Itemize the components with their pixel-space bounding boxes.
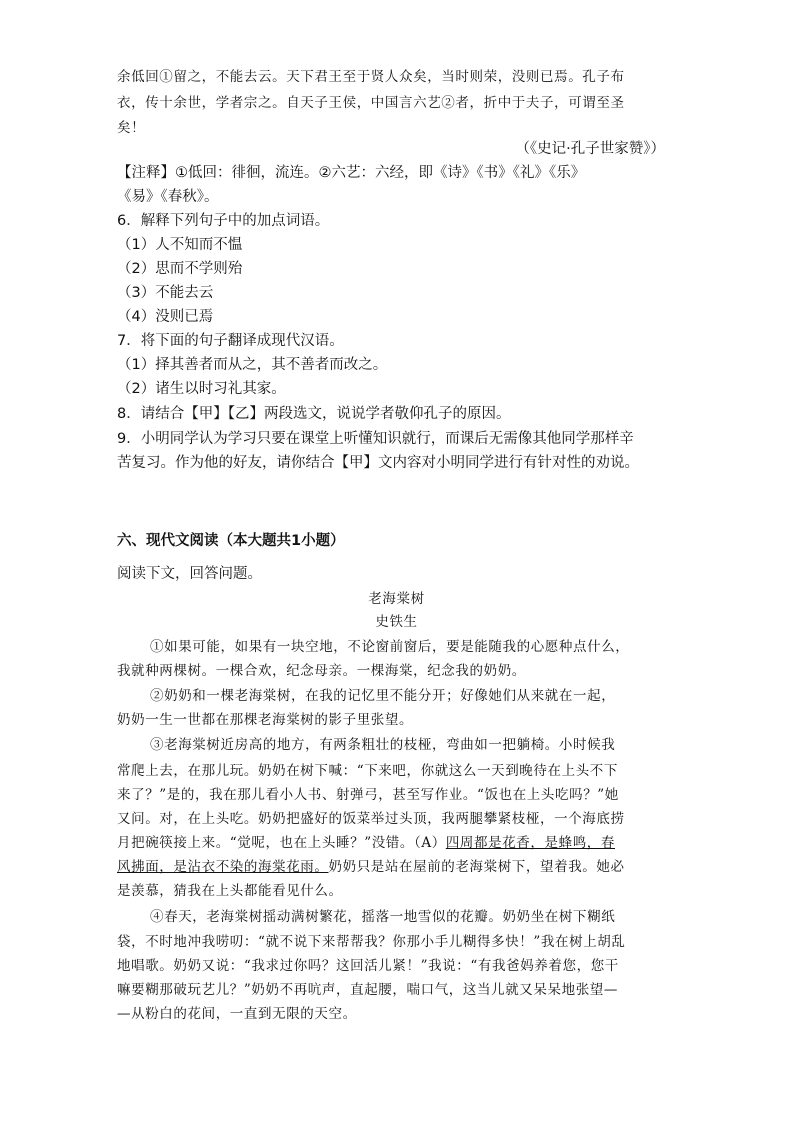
article-paragraph-line: 又问。对，在上头吃。奶奶把盛好的饭菜举过头顶，我两腿攀紧枝桠，一个海底捞 xyxy=(117,811,625,827)
article-paragraph-line: 地唱歌。奶奶又说：“我求过你吗？这回活儿紧！”我说：“有我爸妈养着您，您干 xyxy=(117,958,619,974)
paragraph-text: 奶奶只是站在屋前的老海棠树下，望着我。她必 xyxy=(328,859,625,875)
article-paragraph-line xyxy=(117,833,615,853)
question-9: 9．小明同学认为学习只要在课堂上听懂知识就行，而课后无需像其他同学那样辛 xyxy=(117,431,634,447)
question-6-item: （3）不能去云 xyxy=(117,285,214,301)
annotation-line: 【注释】①低回：徘徊，流连。②六艺：六经，即《诗》《书》《礼》《乐》 xyxy=(117,165,586,181)
article-paragraph-line: ①如果可能，如果有一块空地，不论窗前窗后，要是能随我的心愿种点什么， xyxy=(150,639,630,655)
article-paragraph-line xyxy=(117,857,625,877)
article-paragraph-line: ④春天，老海棠树摇动满树繁花，摇落一地雪似的花瓣。奶奶坐在树下糊纸 xyxy=(150,909,616,925)
section-heading: 六、现代文阅读（本大题共1小题） xyxy=(117,533,345,549)
article-paragraph-line: ③老海棠树近房高的地方，有两条粗壮的枝桠，弯曲如一把躺椅。小时候我 xyxy=(150,737,616,753)
question-8: 8．请结合【甲】【乙】两段选文，说说学者敬仰孔子的原因。 xyxy=(117,406,511,422)
reading-instruction: 阅读下文，回答问题。 xyxy=(117,566,262,582)
question-7-item: （1）择其善者而从之，其不善者而改之。 xyxy=(117,357,388,373)
question-7-item: （2）诸生以时习礼其家。 xyxy=(117,381,286,397)
article-paragraph-line: 袋，不时地冲我唠叨：“就不说下来帮帮我？你那小手儿糊得多快！”我在树上胡乱 xyxy=(117,934,626,950)
question-6-item: （1）人不知而不愠 xyxy=(117,237,243,253)
article-paragraph-line: 奶奶一生一世都在那棵老海棠树的影子里张望。 xyxy=(117,712,414,728)
paragraph-text: 月把碗筷接上来。“觉呢，也在上头睡？”没错。（A） xyxy=(117,835,446,851)
question-6-item: （4）没则已焉 xyxy=(117,309,214,325)
article-paragraph-line: 是羡慕，猜我在上头都能看见什么。 xyxy=(117,883,343,899)
classical-text-line: 衣，传十余世，学者宗之。自天子王侯，中国言六艺②者，折中于夫子，可谓至圣 xyxy=(117,95,625,111)
underlined-sentence-a: 四周都是花香，是蜂鸣，春 xyxy=(445,835,616,851)
question-6: 6．解释下列句子中的加点词语。 xyxy=(117,213,330,229)
underlined-sentence-a: 风拂面，是沾衣不染的海棠花雨。 xyxy=(117,859,329,875)
question-9: 苦复习。作为他的好友，请你结合【甲】文内容对小明同学进行有针对性的劝说。 xyxy=(117,455,639,471)
article-paragraph-line: 来了？”是的，我在那儿看小人书、射弹弓，甚至写作业。“饭也在上头吃吗？”她 xyxy=(117,787,619,803)
question-6-item: （2）思而不学则殆 xyxy=(117,261,243,277)
classical-text-line: 矣！ xyxy=(117,120,146,136)
classical-text-line: 余低回①留之，不能去云。天下君王至于贤人众矣，当时则荣，没则已焉。孔子布 xyxy=(117,69,625,85)
article-paragraph-line: ②奶奶和一棵老海棠树，在我的记忆里不能分开；好像她们从来就在一起， xyxy=(150,688,616,704)
article-author: 史铁生 xyxy=(375,614,418,630)
article-paragraph-line: 嘛要糊那破玩艺儿？”奶奶不再吭声，直起腰，喘口气，这当儿就又呆呆地张望— xyxy=(117,982,619,998)
article-paragraph-line: 我就种两棵树。一棵合欢，纪念母亲。一棵海棠，纪念我的奶奶。 xyxy=(117,663,526,679)
article-title: 老海棠树 xyxy=(368,591,425,607)
question-7: 7．将下面的句子翻译成现代汉语。 xyxy=(117,333,344,349)
annotation-line: 《易》《春秋》。 xyxy=(117,189,219,205)
article-paragraph-line: —从粉白的花间，一直到无限的天空。 xyxy=(117,1006,357,1022)
article-paragraph-line: 常爬上去，在那儿玩。奶奶在树下喊：“下来吧，你就这么一天到晚待在上头不下 xyxy=(117,763,619,779)
source-citation: （《史记·孔子世家赞》） xyxy=(515,141,665,157)
